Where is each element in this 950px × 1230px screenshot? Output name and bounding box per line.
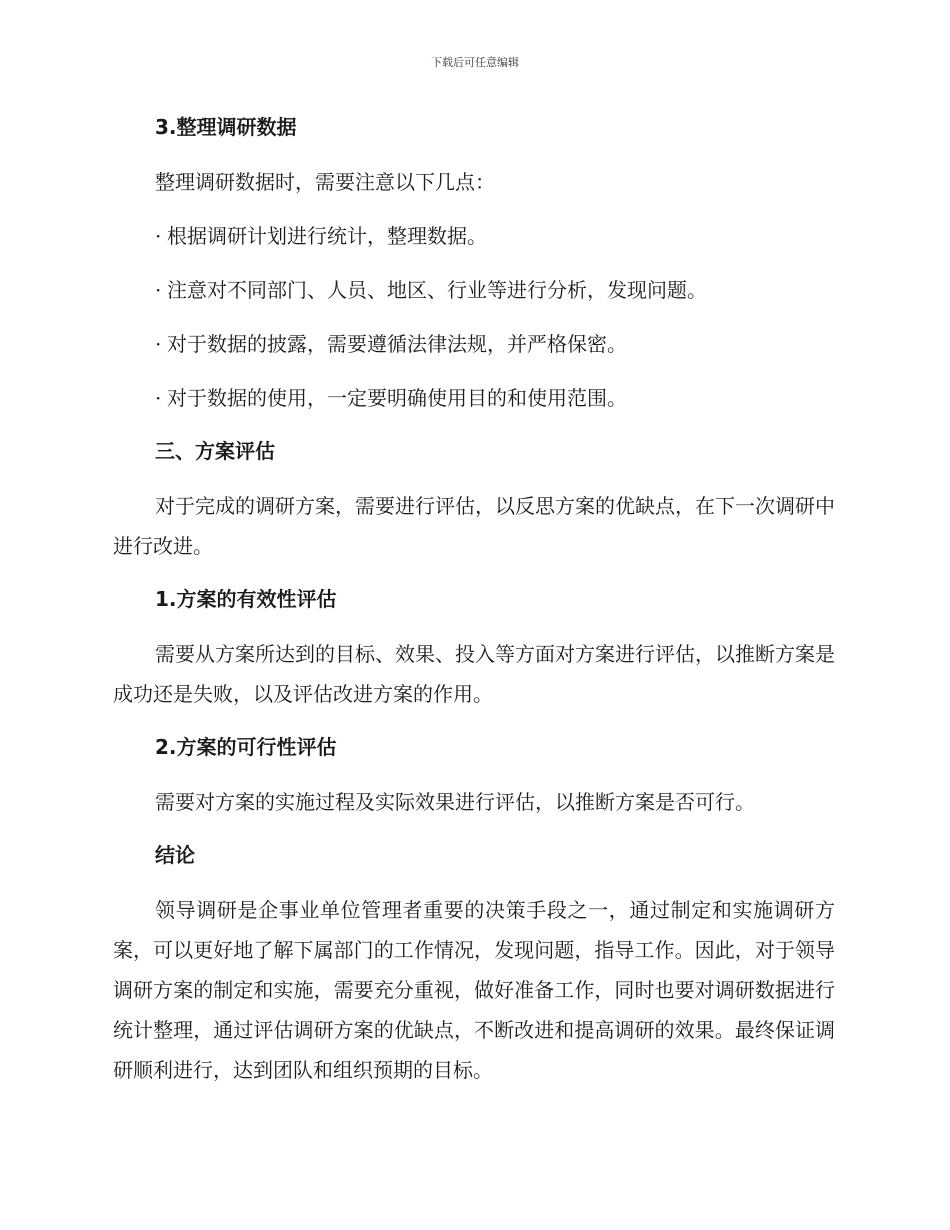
section-heading-effectiveness: 1.方案的有效性评估 [155,587,337,611]
bullet-item [113,270,835,310]
section-heading-plan-evaluation: 三、方案评估 [155,439,275,463]
bullet-dot: · [155,278,162,302]
page-header-note: 下载后可任意编辑 [431,56,519,69]
bullet-text: 对于数据的使用，一定要明确使用目的和使用范围。 [167,386,627,410]
bullet-item [113,324,835,364]
bullet-dot: · [155,224,162,248]
paragraph-effectiveness: 需要从方案所达到的目标、效果、投入等方面对方案进行评估，以推断方案是成功还是失败，以及评估改进方案的作用。 [113,642,835,706]
bullet-item [113,216,835,256]
paragraph-organize-intro: 整理调研数据时，需要注意以下几点： [155,170,495,194]
paragraph-feasibility: 需要对方案的实施过程及实际效果进行评估，以推断方案是否可行。 [155,790,755,814]
paragraph-evaluation-intro: 对于完成的调研方案，需要进行评估，以反思方案的优缺点，在下一次调研中进行改进。 [113,494,835,558]
section-heading-conclusion: 结论 [155,843,195,867]
bullet-text: 根据调研计划进行统计，整理数据。 [167,224,487,248]
section-heading-feasibility: 2.方案的可行性评估 [155,735,337,759]
bullet-text: 对于数据的披露，需要遵循法律法规，并严格保密。 [167,332,627,356]
bullet-dot: · [155,386,162,410]
bullet-text: 注意对不同部门、人员、地区、行业等进行分析，发现问题。 [167,278,707,302]
paragraph-conclusion: 领导调研是企事业单位管理者重要的决策手段之一，通过制定和实施调研方案，可以更好地了解下属部门的工作情况，发现问题，指导工作。因此，对于领导调研方案的制定和实施，需要充分重视，做好准备工作，同时也要对调研数据进行统计整理，通过评估调研方案的优缺点，不断改进和提高调研的效果。最终保证调研顺利进行，达到团队和组织预期的目标。 [113,898,835,1082]
bullet-dot: · [155,332,162,356]
section-heading-organize-data: 3.整理调研数据 [155,115,297,139]
bullet-item [113,378,835,418]
document-body [113,108,835,1104]
